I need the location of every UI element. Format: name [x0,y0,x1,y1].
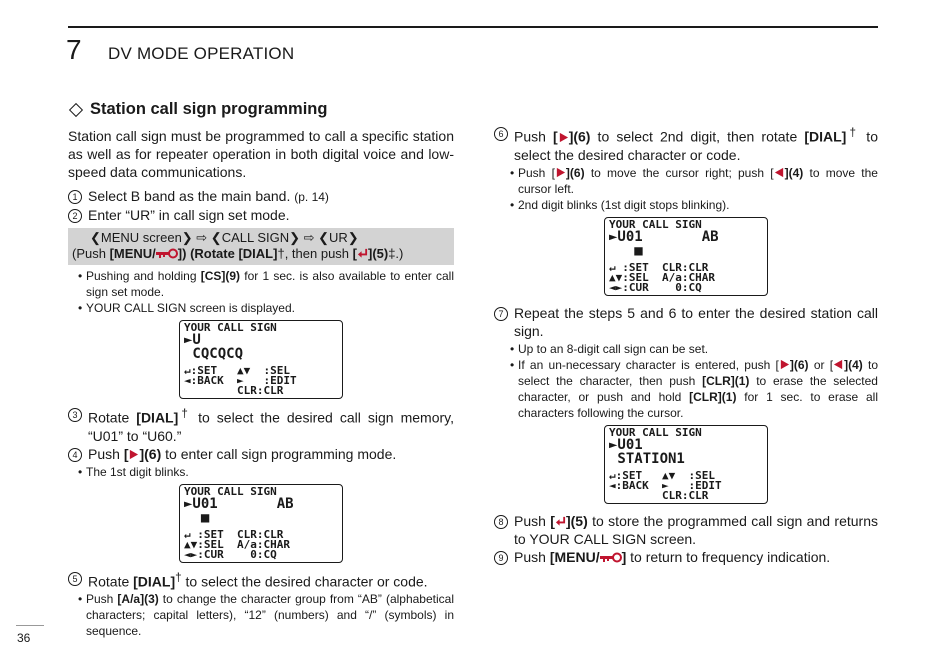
step-8: 8 Push [ ](5) to store the programmed call sign and returns to YOUR CALL SIGN screen. [494,512,878,548]
right-arrow-key-icon [555,167,566,178]
step-number: 6 [494,127,508,141]
section-title: Station call sign programming [68,100,454,119]
menu-path-keys: (Push [MENU/ ]) (Rotate [DIAL]†, then push [ ](5)‡.) [72,246,404,261]
step-5-notes [68,591,454,639]
key-lock-icon [600,552,622,563]
list-item: • Up to an 8-digit call sign can be set. [494,341,878,357]
right-column [494,124,878,566]
menu-path-box [68,228,454,265]
chapter-title: DV MODE OPERATION [108,44,295,63]
step-5: 5 Rotate [DIAL]† to select the desired character or code. [68,569,454,591]
page-reference: (p. 14) [294,190,329,204]
step-number: 3 [68,408,82,422]
section-intro: Station call sign must be programmed to call a specific station as well as for repeater operation in both digital voice and low-speed data communications. [68,128,454,180]
list-item: • Push [ ](6) to move the cursor right; push [ ](4) to move the cursor left. [494,165,878,197]
left-column [68,100,454,643]
step-9: 9 Push [MENU/ ] to return to frequency indication. [494,548,878,566]
step-number: 9 [494,551,508,565]
right-arrow-key-icon [128,449,139,460]
lcd-screen-station-call-sign: YOUR CALL SIGN ►U01 STATION1 ↵:SET ▲▼ :SEL ◄:BACK ► :EDIT CLR:CLR [604,425,768,504]
step-4: 4 Push [ ](6) to enter call sign programming mode. [68,445,454,463]
lcd-screen-first-digit: YOUR CALL SIGN ►U01 AB ■ ↵ :SET CLR:CLR ▲▼:SEL A/a:CHAR ◄►:CUR 0:CQ [179,484,343,563]
step-number: 2 [68,209,82,223]
header-rule [68,26,878,28]
step-6-notes [494,165,878,213]
left-arrow-key-icon [833,359,844,370]
key-lock-icon [156,248,178,259]
step-6: 6 Push [ ](6) to select 2nd digit, then rotate [DIAL]† to select the desired character or code. [494,124,878,164]
list-item: • Push [A/a](3) to change the character group from “AB” (alphabetical characters; capital letters), “12” (numbers) and “/” (symbols) in sequence. [68,591,454,639]
lcd-screen-second-digit: YOUR CALL SIGN ►U01 AB ■ ↵ :SET CLR:CLR ▲▼:SEL A/a:CHAR ◄►:CUR 0:CQ [604,217,768,296]
step-number: 5 [68,572,82,586]
diamond-icon [69,102,83,116]
right-arrow-key-icon [558,132,569,143]
step-2-notes [68,268,454,316]
lcd-screen-your-call-sign: YOUR CALL SIGN ►U CQCQCQ ↵:SET ▲▼ :SEL ◄:BACK ► :EDIT CLR:CLR [179,320,343,399]
enter-key-icon [555,516,566,527]
list-item: • Pushing and holding [CS](9) for 1 sec. is also available to enter call sign set mode. [68,268,454,300]
step-7: 7 Repeat the steps 5 and 6 to enter the desired station call sign. [494,304,878,340]
chapter-number: 7 [66,34,82,65]
step-number: 7 [494,307,508,321]
menu-path: ❮MENU screen❯ ⇨ ❮CALL SIGN❯ ⇨ ❮UR❯ [90,230,359,245]
step-number: 1 [68,190,82,204]
list-item: • The 1st digit blinks. [68,464,454,480]
step-2: 2 Enter “UR” in call sign set mode. [68,206,454,224]
step-1: 1 Select B band as the main band. (p. 14) [68,187,454,206]
step-number: 8 [494,515,508,529]
step-3: 3 Rotate [DIAL]† to select the desired call sign memory, “U01” to “U60.” [68,405,454,445]
list-item: • YOUR CALL SIGN screen is displayed. [68,300,454,316]
step-7-notes [494,341,878,421]
right-arrow-key-icon [779,359,790,370]
left-arrow-key-icon [774,167,785,178]
step-4-notes [68,464,454,480]
enter-key-icon [357,248,368,259]
list-item: • 2nd digit blinks (1st digit stops blinking). [494,197,878,213]
list-item: • If an un-necessary character is entered, push [ ](6) or [ ](4) to select the character, then push [CLR](1) to erase the selected character, or push and hold [CLR](1) for 1 sec. to erase all characters following the cursor. [494,357,878,421]
step-number: 4 [68,448,82,462]
page-number: 36 [17,631,31,645]
